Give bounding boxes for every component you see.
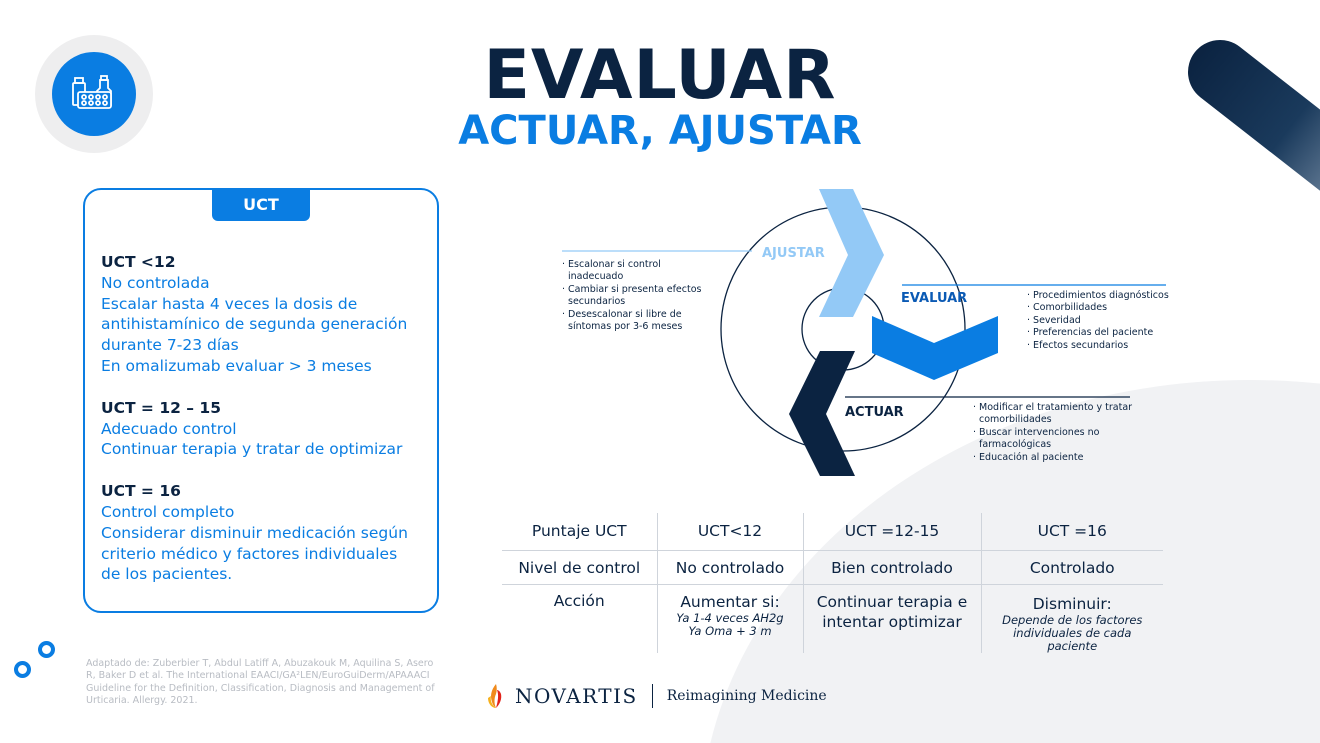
list-item: · Escalonar si control inadecuado xyxy=(562,259,712,284)
ajustar-label: AJUSTAR xyxy=(762,246,825,261)
uct-section-line: antihistamínico de segunda generación xyxy=(101,315,408,334)
list-item: · Procedimientos diagnósticos xyxy=(1027,290,1187,302)
list-item: · Educación al paciente xyxy=(973,452,1153,464)
page-subtitle: ACTUAR, AJUSTAR xyxy=(458,108,862,154)
control-table xyxy=(502,513,1163,653)
actuar-label: ACTUAR xyxy=(845,405,904,420)
uct-section-line: durante 7-23 días xyxy=(101,336,239,355)
action-increase: Aumentar si: xyxy=(680,592,780,611)
table-cell xyxy=(657,584,803,653)
list-item: · Buscar intervenciones no farmacológicas xyxy=(973,427,1153,452)
list-item: · Modificar el tratamiento y tratar comorbilidades xyxy=(973,402,1153,427)
actuar-list xyxy=(973,402,1153,464)
evaluar-chevron xyxy=(872,316,998,380)
table-cell: UCT<12 xyxy=(657,513,803,550)
list-item: · Cambiar si presenta efectos secundarios xyxy=(562,284,712,309)
list-item: · Preferencias del paciente xyxy=(1027,327,1187,339)
action-increase-detail: Ya Oma + 3 m xyxy=(688,623,772,638)
list-item: · Comorbilidades xyxy=(1027,302,1187,314)
uct-section-line: Considerar disminuir medicación según xyxy=(101,523,408,542)
table-cell: Bien controlado xyxy=(803,550,981,584)
action-decrease: Disminuir: xyxy=(1032,594,1112,613)
uct-section-heading: UCT <12 xyxy=(101,253,176,271)
action-continue: Continuar terapia e xyxy=(816,592,968,611)
table-cell: Nivel de control xyxy=(502,550,657,584)
ajustar-chevron xyxy=(819,189,884,317)
table-cell: Puntaje UCT xyxy=(502,513,657,550)
table-cell xyxy=(803,584,981,653)
uct-tab: UCT xyxy=(212,188,310,221)
uct-section-line: No controlada xyxy=(101,273,210,292)
page-title: EVALUAR xyxy=(483,36,837,115)
uct-section-line: de los pacientes. xyxy=(101,565,233,584)
brand-name: NOVARTIS xyxy=(515,684,638,708)
list-item: · Severidad xyxy=(1027,315,1187,327)
reference-note: Adaptado de: Zuberbier T, Abdul Latiff A, Abuzakouk M, Aquilina S, Asero R, Baker D et al. The International EAACI/GA²LEN/EuroGuiDerm/APAAACI Guideline for the Definition, Classification, Diagnosis and Management of Urticaria. Allergy. 2021. xyxy=(86,658,435,706)
brand-tagline: Reimagining Medicine xyxy=(666,688,827,704)
table-row xyxy=(502,584,1163,653)
novartis-logo xyxy=(485,680,827,712)
action-decrease-detail: individuales de cada paciente xyxy=(1013,625,1132,653)
table-row xyxy=(502,550,1163,584)
uct-section-heading: UCT = 12 – 15 xyxy=(101,398,221,417)
table-cell: UCT =12-15 xyxy=(803,513,981,550)
uct-section-line: Escalar hasta 4 veces la dosis de xyxy=(101,294,358,313)
table-cell xyxy=(981,584,1163,653)
flame-icon xyxy=(485,682,507,710)
evaluar-label: EVALUAR xyxy=(901,291,968,306)
table-row xyxy=(502,513,1163,550)
ajustar-list xyxy=(562,259,712,333)
uct-section-heading: UCT = 16 xyxy=(101,482,181,501)
uct-section-line: criterio médico y factores individuales xyxy=(101,544,398,563)
list-item: · Desescalonar si libre de síntomas por 3-6 meses xyxy=(562,309,712,334)
table-cell: No controlado xyxy=(657,550,803,584)
uct-section-line: Control completo xyxy=(101,502,235,521)
action-decrease-detail: Depende de los factores xyxy=(1002,612,1143,627)
uct-section-line: Adecuado control xyxy=(101,419,237,438)
table-cell: UCT =16 xyxy=(981,513,1163,550)
uct-section-line: Continuar terapia y tratar de optimizar xyxy=(101,440,403,459)
table-cell: Controlado xyxy=(981,550,1163,584)
action-increase-detail: Ya 1-4 veces AH2g xyxy=(676,610,784,625)
list-item: · Efectos secundarios xyxy=(1027,340,1187,352)
evaluar-list xyxy=(1027,290,1187,352)
table-cell: Acción xyxy=(553,591,605,610)
action-continue: intentar optimizar xyxy=(822,612,962,631)
logo-separator xyxy=(652,684,653,708)
uct-section-line: En omalizumab evaluar > 3 meses xyxy=(101,356,372,375)
